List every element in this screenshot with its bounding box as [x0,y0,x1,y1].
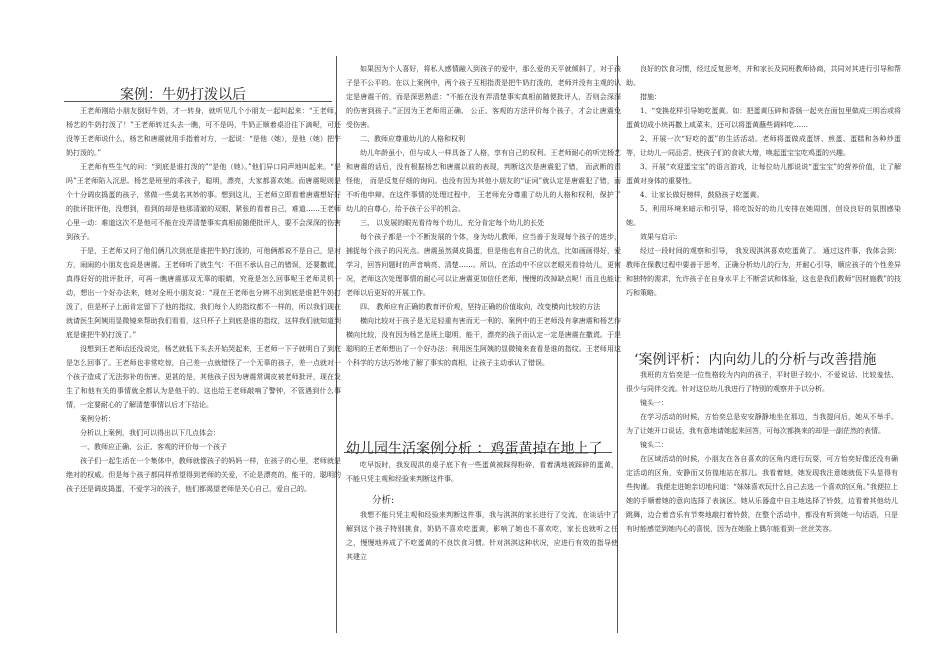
paragraph: 效果与启示: [640,233,678,241]
paragraph: 没想到王老师话还没说完，杨艺就低下头去开始哭起来，王老师一下子就明白了到底是怎么回事了。王老师也非常吃惊，自己差一点就错怪了一个无辜的孩子，差一点就对一个孩子造成了无法弥补的伤害。更甚的是，其他孩子因为唐震常调皮被老师批评，现在发生了和他有关的事情就全都认为是他干的。这也给王老师敲响了警钟，不管遇到什么事情，一定要耐心的了解清楚事情以后才下结论。 [66,345,341,409]
paragraph: 案例分析： [80,415,115,423]
case-title-egg-yolk: 幼儿园生活案例分析 ：鸡蛋黄掉在地上了 [346,441,603,457]
paragraph: 在区域活动的时候，小朋友在各自喜欢的区角内进行玩耍，可方怡奕好像还没有确定活动的区角，安静而又仿徨地站在那儿。我看着她，她发现我注意她就低下头显得有些拘谨。 我便走进她亲切地问道：“妹妹喜欢玩什么自己去选一个喜欢的区角。”我便拉上她的手顺着她的意向选择了表演区。她从乐器盒中自主地选择了铃鼓，边看着其他幼儿跳舞，边合着音乐有节奏地敲打着铃鼓，在整个活动中，都没有听到她一句话语，只是有时能感觉到她内心的喜悦，因为在她脸上偶尔能看到一丝丝笑容。 [626,455,898,533]
paragraph: 王老师刚给小朋友倒好牛奶，才一转身，就听见几个小朋友一起叫起来：“王老师，杨艺的牛奶打泼了！”王老师转过头去一瞧，可不是吗，牛奶正顺着桌沿往下滴呢，可还没等王老师说什么，杨艺和唐震就用手指着对方，一起说：“是他（她），是他（她）把牛奶打泼的。” [66,107,341,157]
paragraph: 良好的饮食习惯，经过反复思考，并和家长及同班教师协商，共同对其进行引导和帮助。 [626,65,901,87]
column-middle [346,62,621,370]
column-right [626,62,901,300]
paragraph: 分析以上案例，我们可以得出以下几点体会： [80,429,220,437]
egg-intro [346,458,618,486]
paragraph: 5、利用环境来暗示和引导，将吃饭好的幼儿安排在她周围，创设良好的氛围感染她。 [626,205,901,227]
paragraph: 1、“变换花样引导她吃蛋黄。如：把蛋黄压碎和香肠一起夹在面包里做成三明治或将蛋黄切成小块再撒上咸菜末，还可以将蛋黄蘸些调料吃…… [626,107,901,129]
paragraph: 横向比较对于孩子是无足轻重有害而无一利的，案例中的王老师没有拿唐震和杨艺作横向比较，没有因为杨艺是班上聪明，能干，漂亮的孩子而认定一定是唐震在撒谎。于是聪明的王老师想出了一个好办法：利用医生阿姨的显微镜来查看是谁的指纹。王老师用这个科学的方法巧妙地了解了事实的真相，让孩子主动承认了错误。 [346,317,621,367]
paragraph: 经过一段时间的观察和引导， 我发现淇淇喜欢吃蛋黄了。 通过这件事，我体会到：教师在保教过程中要善于思考，正确分析幼儿的行为，并耐心引导，顺应孩子的个性差异和独特的需求，允许孩子在自身水平上不断尝试和体验，这也是我们教师“因材施教”的技巧和策略。 [626,247,901,297]
paragraph: 镜头一： [640,399,668,407]
paragraph: 幼儿年龄虽小，但与成人一样具备了人格，享有自己的权利。王老师耐心的听完杨艺和唐震的话后，没有根据杨艺和唐震以前的表现，判断这次是唐震犯了错， 而武断的责怪他， 而是反复仔细的询问。也没有因为其他小朋友的“证词”就认定是唐震犯了错，而不听他申辩。在这件事情的处理过程中， 王老师充分尊重了幼儿的人格和权利，保护了幼儿的自尊心，给予孩子公平的机会。 [346,149,621,213]
paragraph: 在学习活动的时候，方怡奕总是安安静静地坐在那边，当我提问后，她从不举手。为了让她开口说话，我有意地请她起来回答，可每次都换来的却是一副茫然的表情。 [626,413,898,435]
analysis-text [346,508,618,564]
paragraph: 我想不能只凭主观和经验来判断这件事，我与淇淇的家长进行了交流，在谈话中了解到这个孩子特别挑食，奶奶不喜欢吃蛋黄，影响了她也不喜欢吃，家长也就听之任之，慢慢地养成了不吃蛋黄的不良饮食习惯。针对淇淇这种状况，应进行有效的指导使其建立 [346,511,618,561]
introvert-analysis [626,368,898,536]
paragraph: 一、教师应正确、公正、客观的评价每一个孩子 [80,443,227,451]
paragraph: 每个孩子都是一个不断发展的个体，身为幼儿教师，应当善于发现每个孩子的进步，捕捉每个孩子的闪光点。唐震虽然调皮捣蛋，但是他也有自己的优点，比如画画得好，爱学习，回答问题时的声音响亮、清楚……。所以，在活动中不应以老眼光看待幼儿，更何况，老师这次处理事情的耐心可以让唐震更加信任老师，慢慢的改掉缺点呢！而且也能让老师以后更好的开展工作。 [346,233,621,297]
paragraph: 镜头二： [640,441,668,449]
paragraph: 措施： [640,93,661,101]
column-left [66,104,341,496]
paragraph: 4、让家长做好榜样，鼓励孩子吃蛋黄。 [640,191,764,199]
paragraph: 王老师有些生气的问：“到底是谁打泼的”“是他（她）。”他们异口同声地叫起来。“是吗”王老师陷入沉思。杨艺是班里的乖孩子，聪明，漂亮，大家都喜欢她。而唐震呢则是个十分调皮捣蛋的孩子，常做一些莫名其妙的事。想到这儿，王老师立即看着唐震想好好的批评批评他，没想到，看到的却是他那清澈的双眼，紧张的看着自己，难道……王老师心里一动：难道这次不是他可不能在没弄清楚事实真相前随便批评人，要不会深深的伤害到孩子。 [66,163,341,241]
paragraph: 吃早饭时，我发现洪的桌子底下有一些蛋黄被踩得粉碎，看着满地被踩碎的蛋黄，不能只凭主观和经验来判断这件事。 [346,461,618,483]
paragraph: 我班的方怡奕是一位性格较为内向的孩子，平时胆子较小、不爱说话、比较羞怯、很少与同伴交流。针对这位幼儿我进行了特别的观察并予以分析。 [626,371,898,393]
paragraph: 孩子们一起生活在一个集体中，教师就像孩子的妈妈一样，在孩子的心里，老师就是绝对的权威。但是每个孩子都同样希望得到老师的关爱，不论是漂亮的，能干的，聪明的孩子还是调皮捣蛋，不爱学习的孩子，他们都渴望老师是关心自己，爱自己的。 [66,457,341,493]
paragraph: 3、开展“欢迎蛋宝宝”的语言游戏，让每位幼儿都说说“蛋宝宝”的营养价值，让了解蛋黄对身体的重要性。 [626,163,901,185]
paragraph: 二、教师应尊重幼儿的人格和权利 [360,135,465,143]
paragraph: 于是，王老师又问了他们俩几次到底是谁把牛奶打泼的，可他俩都说不是自己，是对方，闹闹的小朋友也说是唐震。王老师听了就生气：不但不承认自己的错误，还要撒谎，真得好好的批评批评，可再一瞧唐震那双无辜的眼睛，究竟是怎么回事呢王老师灵机一动，想出一个好办法来，她对全班小朋友说：“现在王老师也分辨不出到底是谁把牛奶打泼了，但是杯子上面肯定留下了他的指纹，我们每个人的指纹都不一样的，所以我们现在就请医生阿姨用显微镜来帮助我们看看，这只杯子上到底是谁的指纹，这样我们就知道到底是谁把牛奶打泼了。” [66,247,341,339]
case-title-milk: 案例：牛奶打泼以后 [120,87,246,103]
paragraph: 如果因为个人喜好，将私人感情融入到孩子的爱中，那么爱的天平就倾斜了，对于孩子是不公平的。在以上案例中，两个孩子互相指责是把牛奶打泼的，老师并没有主观的认定是唐震干的，而是深思熟虑：“不能在没有弄清楚事实真相前随便批评人，否则会深深的伤害到孩子。”正因为王老师用正确、 公正、客观的方法评价每个孩子，才会让唐震免受伤害。 [346,65,621,129]
analysis-label: 分析: [372,495,395,506]
paragraph: 四、 教师应有正确的教育评价观，坚持正确的价值取向，改变横向比较的方法 [360,303,601,311]
case-title-introvert: ‘案例评析：内向幼儿的分析与改善措施 [634,352,877,368]
paragraph: 2、开展一次“好吃的蛋”的生活活动。老师将蛋做成蛋饼、煎蛋、蛋糕和各种炒蛋等，让幼儿一同品尝，使孩子们的食欲大增，唤起蛋宝宝吃鸡蛋的兴趣。 [626,135,901,157]
paragraph: 三、 以发展的眼光看待每个幼儿，充分肯定每个幼儿的长处 [360,219,545,227]
